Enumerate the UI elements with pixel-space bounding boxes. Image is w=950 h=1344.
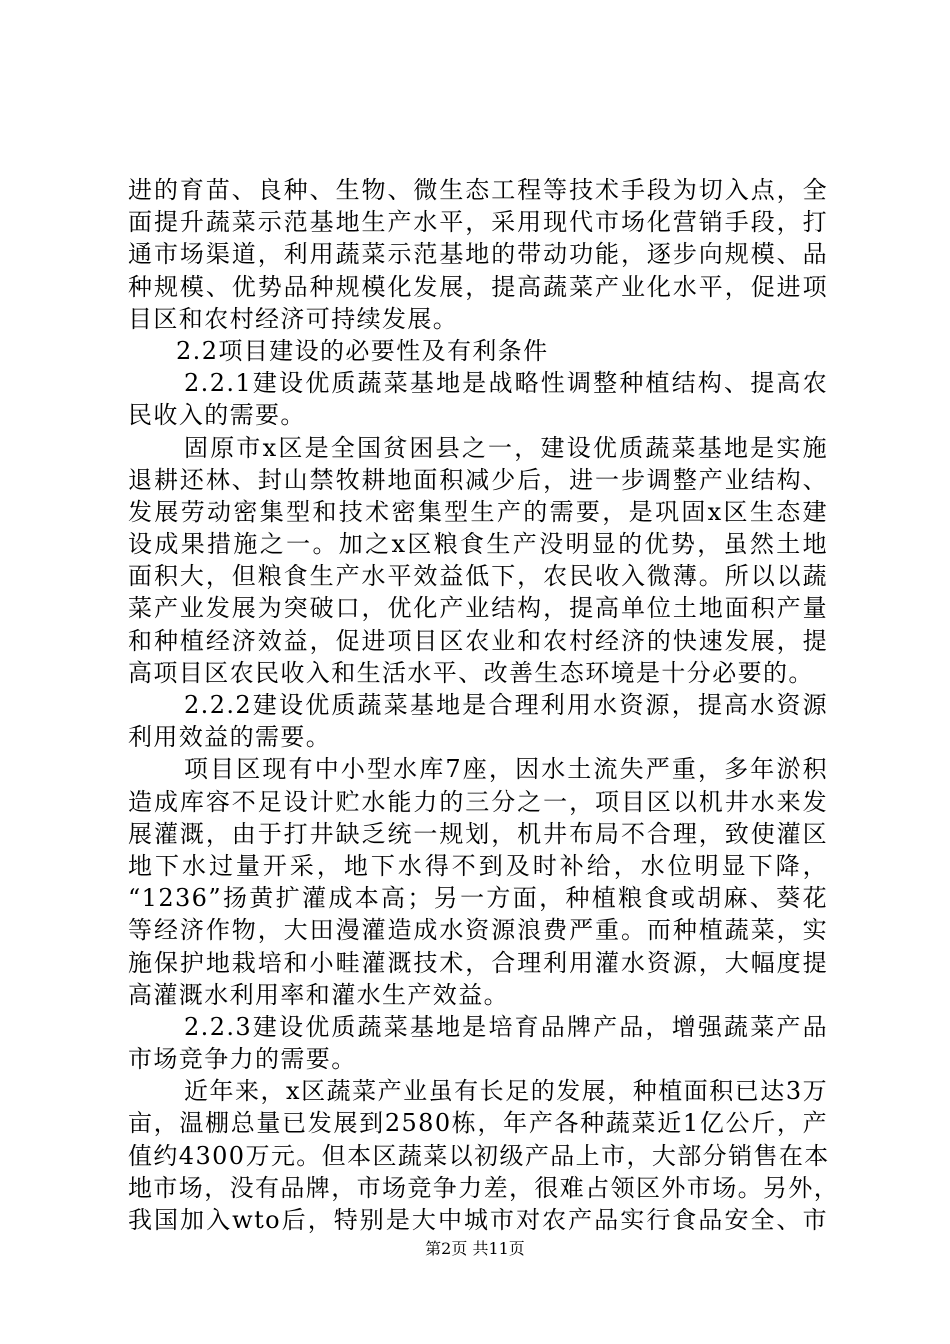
body-text <box>128 174 840 1236</box>
text-line: 面积大，但粮食生产水平效益低下，农民收入微薄。所以以蔬 <box>128 562 828 591</box>
text-line: 通市场渠道，利用蔬菜示范基地的带动功能，逐步向规模、品 <box>128 240 828 269</box>
text-line: 民收入的需要。 <box>128 401 306 430</box>
text-line: 种规模、优势品种规模化发展，提高蔬菜产业化水平，促进项 <box>128 272 828 301</box>
text-line: 和种植经济效益，促进项目区农业和农村经济的快速发展，提 <box>128 626 828 655</box>
text-line: 面提升蔬菜示范基地生产水平，采用现代市场化营销手段，打 <box>128 208 828 237</box>
text-line: 菜产业发展为突破口，优化产业结构，提高单位土地面积产量 <box>128 594 828 623</box>
page-footer: 第2页 共11页 <box>425 1239 525 1258</box>
text-line: 亩，温棚总量已发展到2580栋，年产各种蔬菜近1亿公斤，产 <box>128 1109 828 1138</box>
text-line: “1236”扬黄扩灌成本高；另一方面，种植粮食或胡麻、葵花 <box>128 884 828 913</box>
text-line: 地市场，没有品牌，市场竞争力差，很难占领区外市场。另外， <box>128 1173 840 1202</box>
text-line: 等经济作物，大田漫灌造成水资源浪费严重。而种植蔬菜，实 <box>128 916 828 945</box>
text-line: 利用效益的需要。 <box>128 723 332 752</box>
text-line: 2.2项目建设的必要性及有利条件 <box>176 336 549 365</box>
text-line: 值约4300万元。但本区蔬菜以初级产品上市，大部分销售在本 <box>128 1141 830 1170</box>
text-line: 展灌溉，由于打井缺乏统一规划，机井布局不合理，致使灌区 <box>128 819 828 848</box>
text-line: 施保护地栽培和小畦灌溉技术，合理利用灌水资源，大幅度提 <box>128 948 828 977</box>
text-line: 目区和农村经济可持续发展。 <box>128 304 459 333</box>
text-line: 进的育苗、良种、生物、微生态工程等技术手段为切入点，全 <box>128 176 828 204</box>
text-line: 2.2.1建设优质蔬菜基地是战略性调整种植结构、提高农 <box>184 369 828 398</box>
text-line: 2.2.3建设优质蔬菜基地是培育品牌产品，增强蔬菜产品 <box>184 1012 828 1041</box>
text-line: 设成果措施之一。加之x区粮食生产没明显的优势，虽然土地 <box>128 530 828 559</box>
text-line: 退耕还林、封山禁牧耕地面积减少后，进一步调整产业结构、 <box>128 465 828 494</box>
text-line: 近年来，x区蔬菜产业虽有长足的发展，种植面积已达3万 <box>184 1077 828 1106</box>
text-line: 固原市x区是全国贫困县之一，建设优质蔬菜基地是实施 <box>184 433 828 462</box>
text-line: 市场竞争力的需要。 <box>128 1045 357 1074</box>
text-line: 高灌溉水利用率和灌水生产效益。 <box>128 980 509 1009</box>
text-line: 我国加入wto后，特别是大中城市对农产品实行食品安全、市 <box>128 1206 828 1234</box>
text-line: 2.2.2建设优质蔬菜基地是合理利用水资源，提高水资源 <box>184 691 828 719</box>
text-line: 地下水过量开采，地下水得不到及时补给，水位明显下降， <box>128 851 828 880</box>
text-line: 造成库容不足设计贮水能力的三分之一，项目区以机井水来发 <box>128 787 828 816</box>
text-line: 项目区现有中小型水库7座，因水土流失严重，多年淤积 <box>184 755 828 784</box>
text-line: 高项目区农民收入和生活水平、改善生态环境是十分必要的。 <box>128 658 814 687</box>
text-line: 发展劳动密集型和技术密集型生产的需要，是巩固x区生态建 <box>128 497 828 526</box>
